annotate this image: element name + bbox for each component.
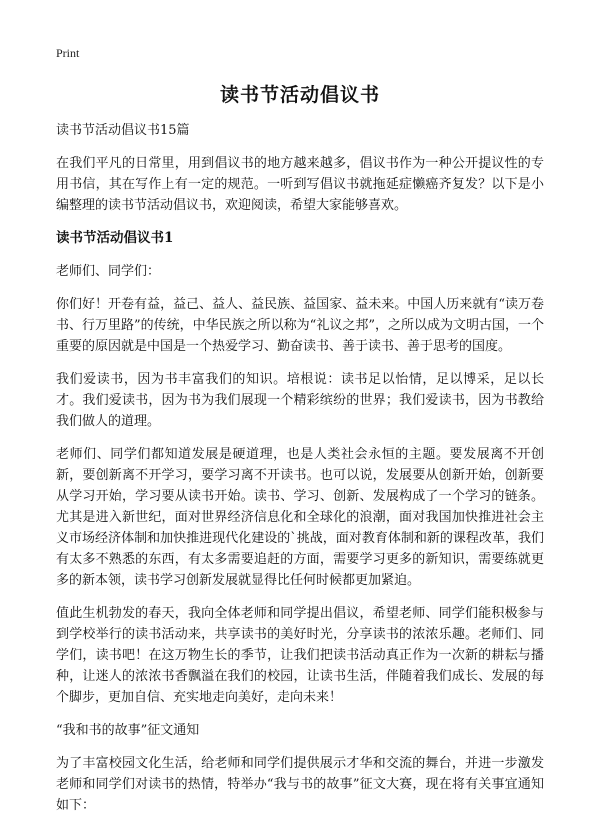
body-paragraph: 我们爱读书，因为书丰富我们的知识。培根说：读书足以怡情，足以博采，足以长才。我们爱读书，因为书为我们展现一个精彩缤纷的世界；我们爱读书，因为书教给我们做人的道理。: [56, 372, 544, 429]
body-paragraph: 老师们、同学们都知道发展是硬道理，也是人类社会永恒的主题。要发展离不开创新，要创新离不开学习，要学习离不开读书。也可以说，发展要从创新开始，创新要从学习开始，学习要从读书开始。读书、学习、创新、发展构成了一个学习的链条。尤其是进入新世纪，面对世界经济信息化和全球化的浪潮，面对我国加快推进社会主义市场经济体制和加快推进现代化建设的`挑战，面对教育体制和新的课程改革，我们有太多不熟悉的东西，有太多需要追赶的方面，需要学习更多的新知识，需要练就更多的新本领，读书学习创新发展就显得比任何时候都更加紧迫。: [56, 447, 544, 588]
notice-heading: “我和书的故事”征文通知: [56, 723, 200, 738]
greeting-paragraph: 老师们、同学们：: [56, 264, 161, 279]
page-title: 读书节活动倡议书: [219, 84, 380, 106]
notice-paragraph: 为了丰富校园文化生活，给老师和同学们提供展示才华和交流的舞台，并进一步激发老师和同学们对读书的热情，特举办“我与书的故事”征文大赛，现在将有关事宜通知如下：: [56, 756, 544, 813]
print-link[interactable]: Print: [56, 46, 80, 60]
article-body: [56, 120, 544, 828]
body-paragraph: 值此生机勃发的春天，我向全体老师和同学提出倡议，希望老师、同学们能积极参与到学校举行的读书活动来，共享读书的美好时光，分享读书的浓浓乐趣。老师们、同学们，读书吧！在这万物生长的季节，让我们把读书活动真正作为一次新的耕耘与播种，让迷人的浓浓书香飘溢在我们的校园，让读书生活，伴随着我们成长、发展的每个脚步，更加自信、充实地走向美好，走向未来！: [56, 606, 544, 705]
intro-paragraph: 在我们平凡的日常里，用到倡议书的地方越来越多，倡议书作为一种公开提议性的专用书信，其在写作上有一定的规范。一听到写倡议书就拖延症懒癌齐复发？以下是小编整理的读书节活动倡议书，欢迎阅读，希望大家能够喜欢。: [56, 156, 544, 213]
article-subtitle: 读书节活动倡议书15篇: [56, 123, 190, 138]
body-paragraph: 你们好！开卷有益，益己、益人、益民族、益国家、益未来。中国人历来就有“读万卷书、行万里路”的传统，中华民族之所以称为“礼议之邦”，之所以成为文明古国，一个重要的原因就是中国是一个热爱学习、勤奋读书、善于读书、善于思考的国度。: [56, 297, 544, 354]
section-heading: 读书节活动倡议书1: [56, 230, 174, 246]
